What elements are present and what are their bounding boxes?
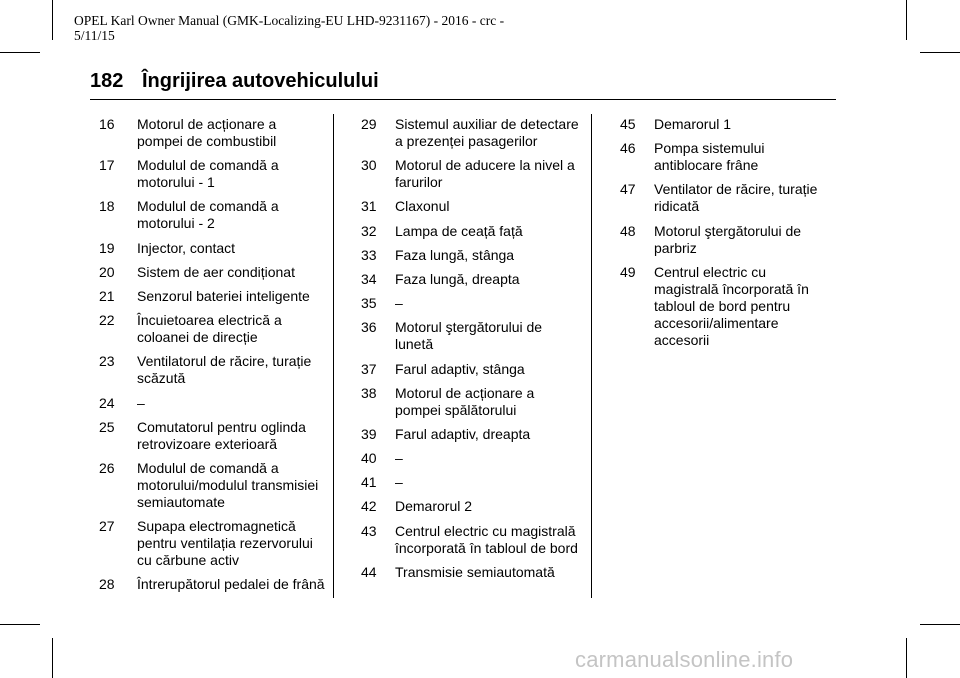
item-number: 38 xyxy=(361,384,377,401)
item-number: 20 xyxy=(99,263,115,280)
list-item xyxy=(620,116,834,133)
item-number: 47 xyxy=(620,181,636,198)
list-item xyxy=(99,460,325,511)
list-item xyxy=(361,361,583,378)
list-item xyxy=(99,312,325,346)
heading-rule xyxy=(90,99,836,100)
item-text: Sistem de aer condiționat xyxy=(137,263,295,280)
crop-mark xyxy=(0,52,40,53)
item-text: Motorul ştergătorului de parbriz xyxy=(654,222,802,256)
list-item xyxy=(99,157,325,191)
item-number: 32 xyxy=(361,222,377,239)
item-number: 43 xyxy=(361,522,377,539)
list-item xyxy=(99,116,325,150)
item-number: 48 xyxy=(620,222,636,239)
item-text: Motorul de aducere la nivel a farurilor xyxy=(395,157,575,191)
list-item xyxy=(99,395,325,412)
item-text: Supapa electromagnetică pentru ventilația rezervorului cu cărbune activ xyxy=(137,518,313,569)
item-text: – xyxy=(395,474,403,491)
item-text: – xyxy=(395,295,403,312)
page-title: Îngrijirea autovehiculului xyxy=(142,70,379,92)
item-text: Injector, contact xyxy=(137,239,236,256)
item-text: Lampa de ceață față xyxy=(395,222,523,239)
list-item xyxy=(361,474,583,491)
item-text: Pompa sistemului antiblocare frâne xyxy=(654,140,765,174)
item-text: Modulul de comandă a motorului - 1 xyxy=(137,157,279,191)
item-number: 42 xyxy=(361,498,377,515)
list-item xyxy=(620,181,834,215)
item-text: Motorul de acționare a pompei de combustibil xyxy=(137,116,277,149)
list-item xyxy=(99,419,325,453)
header-line-1: OPEL Karl Owner Manual (GMK-Localizing-EU LHD-9231167) - 2016 - crc - xyxy=(74,13,505,28)
item-text: Sistemul auxiliar de detectare a prezenței pasagerilor xyxy=(395,116,579,149)
item-number: 33 xyxy=(361,246,377,263)
list-item xyxy=(361,564,583,581)
item-text: Senzorul bateriei inteligente xyxy=(137,287,310,304)
item-number: 27 xyxy=(99,518,115,535)
page-heading xyxy=(90,70,379,93)
document-header xyxy=(74,13,534,43)
item-text: Încuietoarea electrică a coloanei de direcție xyxy=(137,312,282,346)
list-item xyxy=(620,264,834,349)
item-text: Claxonul xyxy=(395,198,450,215)
list-item xyxy=(620,223,834,257)
item-number: 45 xyxy=(620,116,636,132)
item-number: 26 xyxy=(99,459,115,476)
crop-mark xyxy=(906,0,907,40)
item-number: 23 xyxy=(99,353,115,370)
item-text: Transmisie semiautomată xyxy=(395,563,555,580)
item-number: 19 xyxy=(99,239,115,256)
page-number: 182 xyxy=(90,70,124,92)
item-text: Comutatorul pentru oglinda retrovizoare exterioară xyxy=(137,418,306,452)
list-item xyxy=(361,523,583,557)
item-text: – xyxy=(395,450,403,467)
item-text: Centrul electric cu magistrală încorporată în tabloul de bord xyxy=(395,522,578,556)
item-number: 37 xyxy=(361,360,377,377)
list-item xyxy=(99,198,325,232)
list-item xyxy=(620,140,834,174)
item-number: 34 xyxy=(361,270,377,287)
item-text: Ventilatorul de răcire, turație scăzută xyxy=(137,353,312,387)
crop-mark xyxy=(920,52,960,53)
item-number: 41 xyxy=(361,474,377,491)
list-item xyxy=(361,295,583,312)
item-number: 17 xyxy=(99,157,115,174)
header-line-2: 5/11/15 xyxy=(74,28,115,43)
list-item xyxy=(361,157,583,191)
list-item xyxy=(361,198,583,215)
list-item xyxy=(361,116,583,150)
item-number: 16 xyxy=(99,116,115,132)
item-text: Motorul de acționare a pompei spălătorului xyxy=(395,384,535,418)
column-divider xyxy=(333,114,334,598)
crop-mark xyxy=(52,0,53,40)
item-text: Farul adaptiv, dreapta xyxy=(395,425,531,442)
list-item xyxy=(99,240,325,257)
item-number: 21 xyxy=(99,287,115,304)
item-text: Demarorul 1 xyxy=(654,116,732,132)
item-text: Faza lungă, stânga xyxy=(395,246,515,263)
item-number: 22 xyxy=(99,312,115,329)
watermark: carmanualsonline.info xyxy=(575,647,794,672)
list-item xyxy=(361,426,583,443)
list-item xyxy=(99,288,325,305)
list-item xyxy=(361,223,583,240)
item-number: 49 xyxy=(620,263,636,280)
list-item xyxy=(99,264,325,281)
item-text: Motorul ştergătorului de lunetă xyxy=(395,319,543,353)
item-text: Modulul de comandă a motorului - 2 xyxy=(137,198,279,232)
crop-mark xyxy=(920,624,960,625)
item-number: 25 xyxy=(99,418,115,435)
list-item xyxy=(361,271,583,288)
item-number: 24 xyxy=(99,394,115,411)
list-item xyxy=(99,353,325,387)
item-text: Farul adaptiv, stânga xyxy=(395,360,525,377)
item-number: 29 xyxy=(361,116,377,132)
item-number: 40 xyxy=(361,450,377,467)
item-number: 18 xyxy=(99,198,115,215)
list-item xyxy=(361,498,583,515)
list-item xyxy=(361,319,583,353)
item-number: 31 xyxy=(361,198,377,215)
item-text: Demarorul 2 xyxy=(395,498,473,515)
item-text: – xyxy=(137,394,145,411)
item-number: 28 xyxy=(99,576,115,593)
list-item xyxy=(99,518,325,569)
list-item xyxy=(361,247,583,264)
fuse-list-column-2 xyxy=(361,116,583,588)
item-text: Faza lungă, dreapta xyxy=(395,270,520,287)
item-text: Ventilator de răcire, turație ridicată xyxy=(654,181,818,215)
list-item xyxy=(99,576,325,593)
item-number: 30 xyxy=(361,157,377,174)
fuse-list-column-3 xyxy=(620,116,834,356)
crop-mark xyxy=(906,638,907,678)
item-text: Centrul electric cu magistrală încorporată în tabloul de bord pentru accesorii/alimentare accesorii xyxy=(654,263,809,348)
item-text: Întrerupătorul pedalei de frână xyxy=(137,576,325,593)
item-number: 46 xyxy=(620,140,636,157)
item-text: Modulul de comandă a motorului/modulul transmisiei semiautomate xyxy=(137,459,319,510)
list-item xyxy=(361,385,583,419)
item-number: 44 xyxy=(361,563,377,580)
crop-mark xyxy=(52,638,53,678)
list-item xyxy=(361,450,583,467)
item-number: 39 xyxy=(361,425,377,442)
fuse-list-column-1 xyxy=(99,116,325,600)
column-divider xyxy=(591,114,592,598)
crop-mark xyxy=(0,624,40,625)
item-number: 36 xyxy=(361,319,377,336)
item-number: 35 xyxy=(361,295,377,312)
